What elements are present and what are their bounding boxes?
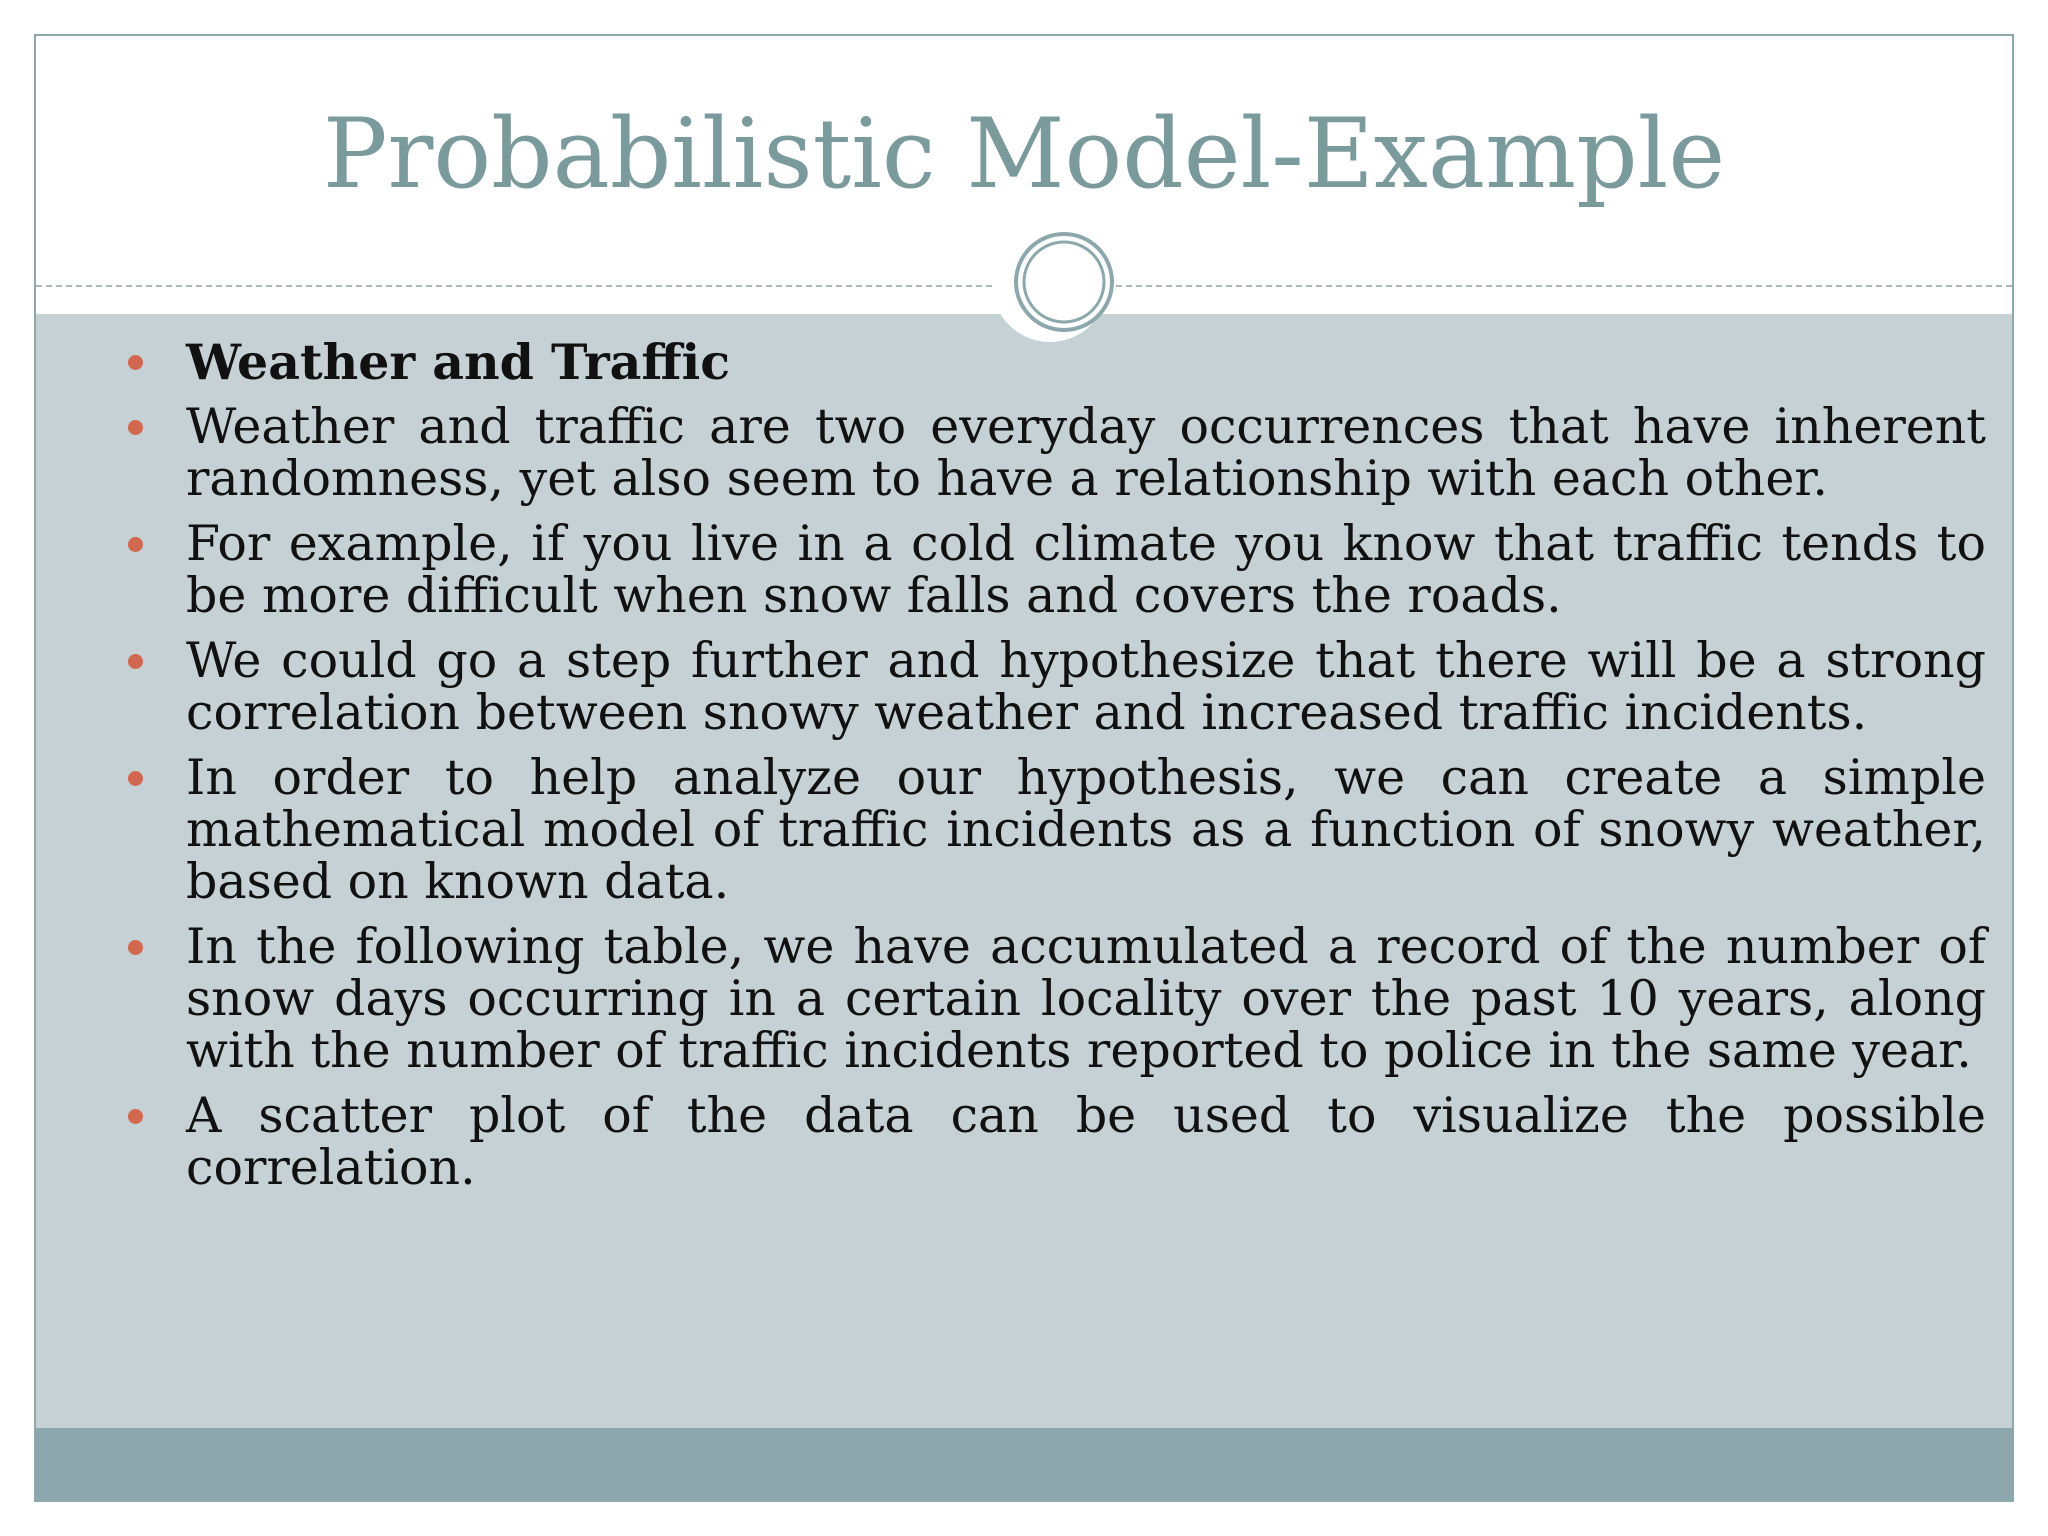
double-circle-ornament-icon (1012, 230, 1116, 334)
bullet-item (96, 515, 1986, 624)
bullet-text: In the following table, we have accumulated a record of the number of snow days occurring in a certain locality over the past 10 years, along with the number of traffic incidents reported to police in the same year. (186, 918, 1986, 1079)
bullet-text: We could go a step further and hypothesize that there will be a strong correlation between snowy weather and increased traffic incidents. (186, 632, 1986, 741)
bullet-text: In order to help analyze our hypothesis, we can create a simple mathematical model of traffic incidents as a function of snowy weather, based on known data. (186, 749, 1986, 910)
bullet-item (96, 398, 1986, 507)
bullet-text: A scatter plot of the data can be used to visualize the possible correlation. (186, 1087, 1986, 1196)
bullet-item (96, 1087, 1986, 1196)
bullet-dot-icon (128, 771, 143, 786)
bullet-dot-icon (128, 355, 143, 370)
footer-bar (36, 1428, 2012, 1500)
bullet-text: Weather and traffic are two everyday occurrences that have inherent randomness, yet also seem to have a relationship with each other. (186, 398, 1986, 507)
bullet-text: For example, if you live in a cold climate you know that traffic tends to be more difficult when snow falls and covers the roads. (186, 515, 1986, 624)
bullet-item (96, 918, 1986, 1079)
bullet-list (96, 333, 1986, 1207)
bullet-dot-icon (128, 654, 143, 669)
bullet-dot-icon (128, 1109, 143, 1124)
bullet-dot-icon (128, 940, 143, 955)
bullet-dot-icon (128, 420, 143, 435)
bullet-item (96, 333, 1986, 391)
slide-frame (34, 34, 2014, 1502)
bullet-item (96, 632, 1986, 741)
slide-title: Probabilistic Model-Example (322, 98, 1726, 210)
bullet-dot-icon (128, 537, 143, 552)
bullet-item (96, 749, 1986, 910)
bullet-text: Weather and Traffic (186, 333, 731, 391)
